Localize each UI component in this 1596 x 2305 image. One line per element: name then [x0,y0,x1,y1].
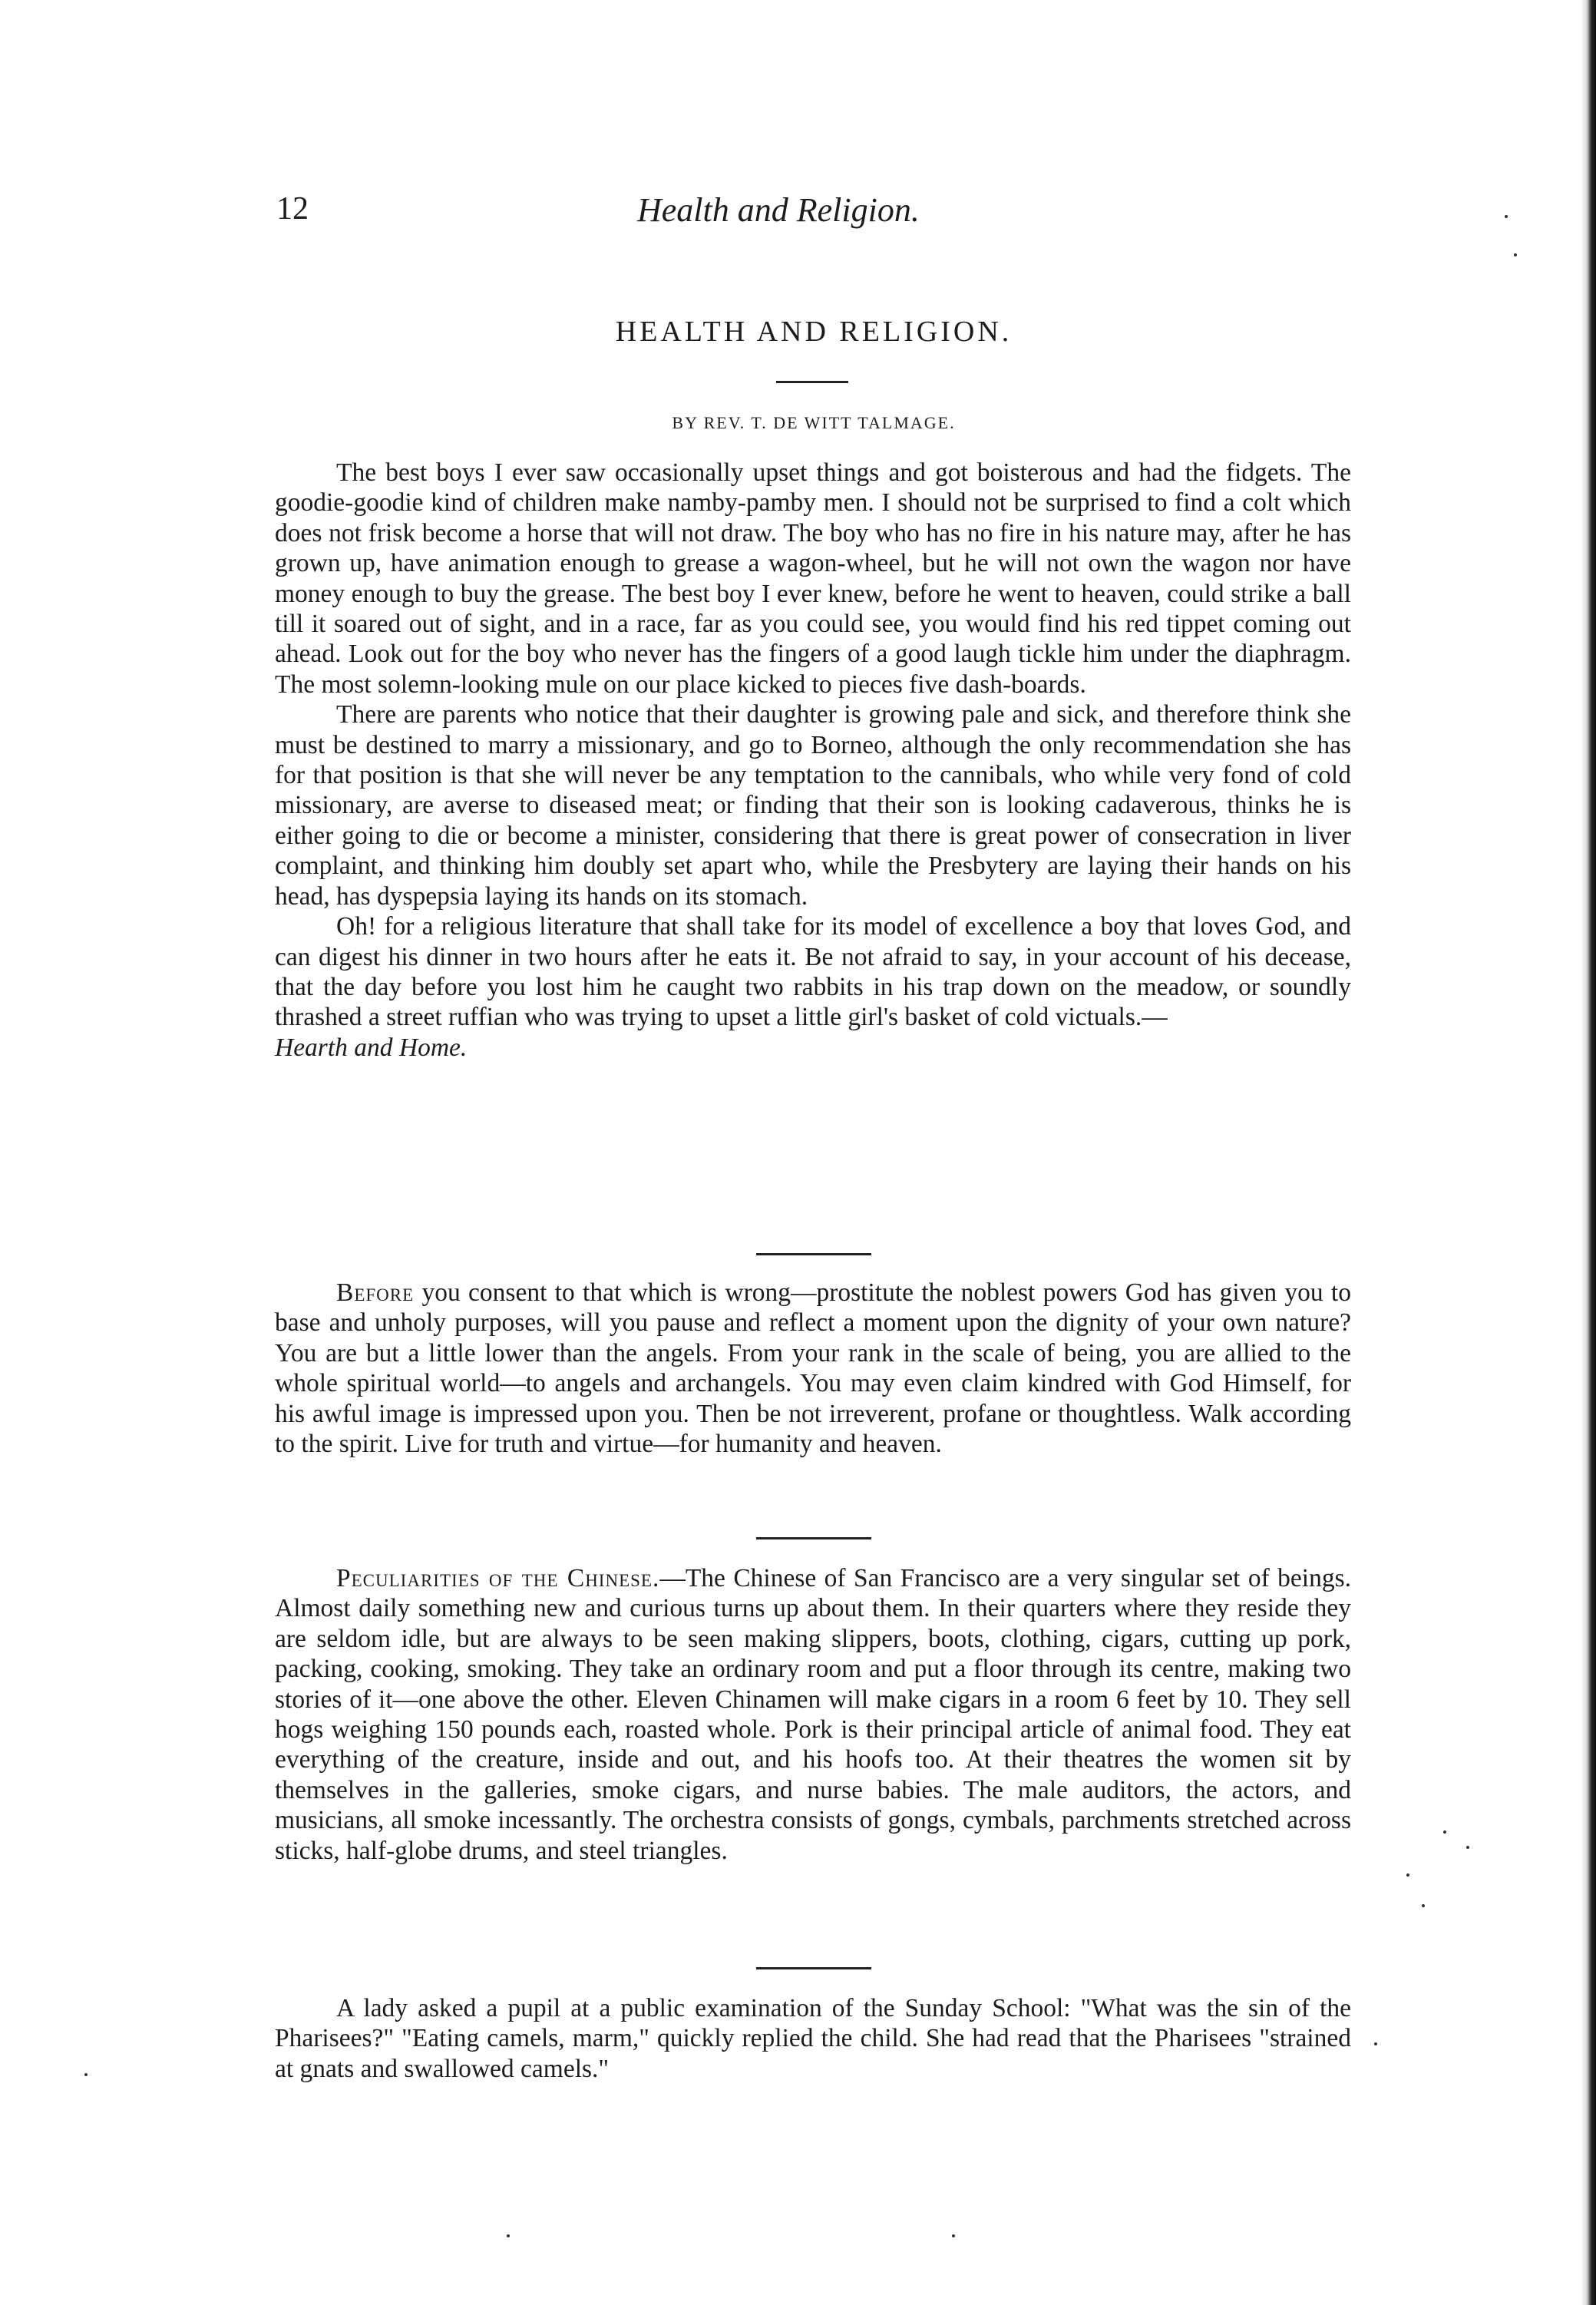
chinese-text: —The Chinese of San Francisco are a very singular set of beings. Almost daily something new and curious turns up about them. In their quarters where they reside they are seldom idle, but are always to be seen making slippers, boots, clothing, cigars, cutting up pork, packing, cooking, smoking. They take an ordinary room and put a floor through its centre, making two stories of it—one above the other. Eleven Chinamen will make cigars in a room 6 feet by 10. They sell hogs weighing 150 pounds each, roasted whole. Pork is their principal article of animal food. They eat everything of the creature, inside and out, and his hoofs too. At their theatres the women sit by themselves in the galleries, smoke cigars, and nurse babies. The male auditors, the actors, and musicians, all smoke incessantly. The orchestra consists of gongs, cymbals, parchments stretched across sticks, half-globe drums, and steel triangles. [275,1564,1351,1865]
running-title: Health and Religion. [637,191,920,229]
ink-speck [1406,1873,1409,1877]
ink-speck [1505,215,1508,218]
ink-speck [507,2234,510,2237]
article-source: Hearth and Home. [275,1033,468,1062]
ink-speck [1514,253,1517,256]
section-divider-2 [756,1537,871,1539]
ink-speck [1374,2042,1377,2045]
before-lead: Before [336,1278,415,1307]
ink-speck [84,2073,88,2076]
ink-speck [1422,1904,1425,1907]
article-paragraph-3-text: Oh! for a religious literature that shall take for its model of excellence a boy that loves God, and can digest his dinner in two hours after he eats it. Be not afraid to say, in your account of his decease, that the day before you lost him he caught two rabbits in his trap down on the meadow, or soundly thrashed a street ruffian who was trying to upset a little girl's basket of cold victuals.— [275,912,1351,1032]
ink-speck [1466,1846,1469,1849]
book-spine-shadow [1581,0,1596,2305]
ink-speck [1443,1830,1446,1834]
chinese-section [275,1563,1351,1866]
article-title: HEALTH AND RELIGION. [615,316,1013,348]
running-head [276,190,1351,236]
section-divider-3 [756,1967,871,1969]
ink-speck [952,2234,955,2237]
article-paragraph-1: The best boys I ever saw occasionally upset things and got boisterous and had the fidgets. The goodie-goodie kind of children make namby-pamby men. I should not be surprised to find a colt which does not frisk become a horse that will not draw. The boy who has no fire in his nature may, after he has grown up, have animation enough to grease a wagon-wheel, but he will not own the wagon nor have money enough to buy the grease. The best boy I ever knew, before he went to heaven, could strike a ball till it soared out of sight, and in a race, far as you could see, you would find his red tippet coming out ahead. Look out for the boy who never has the fingers of a good laugh tickle him under the diaphragm. The most solemn-looking mule on our place kicked to pieces five dash-boards. [275,458,1351,699]
article-body [275,458,1351,1063]
anecdote-section [275,1993,1351,2084]
page-number: 12 [276,191,309,227]
article-paragraph-2: There are parents who notice that their daughter is growing pale and sick, and therefore think she must be destined to marry a missionary, and go to Borneo, although the only recommendation she has for that position is that she will never be any temptation to the cannibals, who while very fond of cold missionary, are averse to diseased meat; or finding that their son is looking cadaverous, thinks he is either going to die or become a minister, considering that there is great power of consecration in liver complaint, and thinking him doubly set apart who, while the Presbytery are laying their hands on his head, has dyspepsia laying its hands on its stomach. [275,700,1351,911]
title-divider [776,381,848,383]
anecdote-paragraph: A lady asked a pupil at a public examination of the Sunday School: "What was the sin of the Pharisees?" "Eating camels, marm," quickly replied the child. She had read that the Pharisees "strained at gnats and swallowed camels." [275,1994,1351,2083]
chinese-lead: Peculiarities of the Chinese. [336,1564,660,1592]
byline: BY REV. T. DE WITT TALMAGE. [672,413,956,432]
article-paragraph-3 [275,911,1351,1033]
section-divider-1 [756,1253,871,1255]
before-section [275,1278,1351,1459]
chinese-paragraph [275,1563,1351,1866]
before-paragraph [275,1278,1351,1459]
article-source-line [275,1033,1351,1063]
before-text: you consent to that which is wrong—prostitute the noblest powers God has given you to base and unholy purposes, will you pause and reflect a moment upon the dignity of your own nature? You are but a little lower than the angels. From your rank in the scale of being, you are allied to the whole spiritual world—to angels and archangels. You may even claim kindred with God Himself, for his awful image is impressed upon you. Then be not irreverent, profane or thoughtless. Walk according to the spirit. Live for truth and virtue—for humanity and heaven. [275,1278,1351,1459]
